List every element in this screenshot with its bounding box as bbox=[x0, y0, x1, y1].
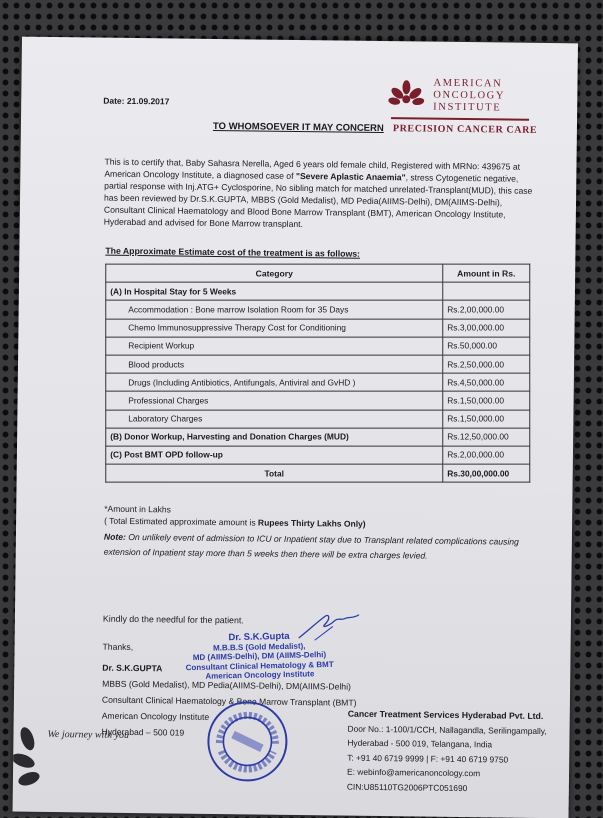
header-category: Category bbox=[106, 264, 443, 282]
row-b-amount: Rs.12,50,000.00 bbox=[443, 428, 530, 446]
table-total-row bbox=[106, 464, 530, 482]
certificate-paragraph bbox=[104, 156, 537, 233]
signatory-degrees: MBBS (Gold Medalist), MD Pedia(AIIMS-Delhi), DM(AIIMS-Delhi) bbox=[102, 678, 351, 692]
logo-line-3: INSTITUTE bbox=[433, 101, 502, 114]
table-row bbox=[106, 428, 530, 446]
signatory-name: Dr. S.K.GUPTA bbox=[102, 662, 163, 674]
table-row bbox=[106, 373, 530, 391]
row-category: Accommodation : Bone marrow Isolation Room for 35 Days bbox=[106, 301, 443, 319]
stamp-doctor-name: Dr. S.K.Gupta bbox=[228, 630, 290, 644]
table-cell-empty bbox=[443, 282, 530, 300]
row-amount: Rs.50,000.00 bbox=[443, 337, 530, 355]
section-a-label: (A) In Hospital Stay for 5 Weeks bbox=[106, 282, 443, 300]
company-door: Door No.: 1-100/1/CCH, Nallagandla, Serilingampally, bbox=[347, 723, 547, 736]
row-category: Drugs (Including Antibiotics, Antifungals, Antiviral and GvHD ) bbox=[106, 373, 443, 391]
note-paragraph bbox=[104, 530, 534, 565]
paragraph-part-2: , stress Cytogenetic negative, partial response with Inj.ATG+ Cyclosporine, No sibling match for matched unrelated-Transplant(MUD), this case has been reviewed by Dr.S.K.GUPTA, MBBS (Gold Medalist), MD Pedia(AIIMS-Delhi), DM(AIIMS-Delhi), Consultant Clinical Haematology and Blood Bone Marrow Transplant (BMT), American Oncology Institute, Hyderabad and advised for Bone Marrow transplant. bbox=[103, 172, 533, 230]
paragraph-part-1: This is to certify that, Baby Sahasra Nerella, Aged 6 years old female child, Registered with MRNo: 439675 at American Oncology Institute, a diagnosed case of bbox=[104, 156, 521, 181]
header-amount: Amount in Rs. bbox=[443, 264, 530, 282]
table-header-row bbox=[106, 264, 530, 282]
table-row bbox=[106, 391, 530, 409]
signatory-institute: American Oncology Institute bbox=[101, 710, 210, 722]
row-c-category: (C) Post BMT OPD follow-up bbox=[106, 446, 443, 464]
company-cin: CIN:U85110TG2006PTC051690 bbox=[346, 781, 468, 793]
row-c-amount: Rs.2,00,000.00 bbox=[443, 446, 530, 464]
estimate-prefix: ( Total Estimated approximate amount is bbox=[104, 515, 259, 528]
logo-wordmark bbox=[433, 78, 533, 115]
logo-divider bbox=[391, 117, 529, 121]
letter-heading: TO WHOMSOEVER IT MAY CONCERN bbox=[212, 120, 384, 135]
closing-request: Kindly do the needful for the patient. bbox=[102, 613, 244, 626]
corner-flower-logo-icon bbox=[13, 725, 48, 789]
row-category: Chemo Immunosuppressive Therapy Cost for Conditioning bbox=[106, 319, 443, 337]
total-amount: Rs.30,00,000.00 bbox=[443, 464, 530, 482]
letter-date: Date: 21.09.2017 bbox=[103, 95, 170, 107]
company-phone: T: +91 40 6719 9999 | F: +91 40 6719 9750 bbox=[347, 752, 509, 765]
company-name: Cancer Treatment Services Hyderabad Pvt. Ltd. bbox=[347, 708, 544, 722]
stamp-line-2: MD (AIIMS-Delhi), DM (AIIMS-Delhi) bbox=[192, 650, 327, 663]
row-category: Blood products bbox=[106, 355, 443, 373]
signatory-role: Consultant Clinical Haematology & Bone Marrow Transplant (BMT) bbox=[101, 694, 357, 708]
logo-line-2: ONCOLOGY bbox=[433, 89, 506, 102]
estimate-heading: The Approximate Estimate cost of the treatment is as follows: bbox=[105, 245, 361, 259]
table-row bbox=[106, 319, 530, 337]
cost-table bbox=[105, 264, 530, 483]
row-category: Professional Charges bbox=[106, 391, 443, 409]
closing-thanks: Thanks, bbox=[102, 641, 134, 653]
note-text: On unlikely event of admission to ICU or Inpatient stay due to Transplant related complications causing extension of Inpatient stay more than 5 weeks then there will be extra charges levied. bbox=[103, 531, 519, 561]
institute-round-stamp-icon bbox=[205, 699, 290, 784]
note-label: Note: bbox=[103, 531, 126, 542]
amount-in-lakhs: *Amount in Lakhs bbox=[104, 503, 171, 515]
amount-notes bbox=[104, 504, 366, 530]
table-row bbox=[106, 301, 530, 319]
stamp-line-1: M.B.B.S (Gold Medalist), bbox=[212, 641, 306, 653]
row-amount: Rs.2,50,000.00 bbox=[443, 355, 530, 373]
footer-tagline: We journey with you bbox=[47, 728, 130, 741]
stamp-line-3: Consultant Clinical Hematology & BMT bbox=[185, 659, 334, 672]
company-address bbox=[347, 707, 547, 796]
estimate-summary bbox=[104, 515, 366, 530]
row-amount: Rs.1,50,000.00 bbox=[443, 391, 530, 409]
row-amount: Rs.1,50,000.00 bbox=[443, 410, 530, 428]
row-amount: Rs.3,00,000.00 bbox=[443, 319, 530, 337]
row-category: Recipient Workup bbox=[106, 337, 443, 355]
table-row bbox=[106, 282, 530, 300]
table-row bbox=[106, 446, 530, 464]
row-amount: Rs.4,50,000.00 bbox=[443, 373, 530, 391]
signatory-city: Hyderabad – 500 019 bbox=[101, 726, 185, 738]
row-b-category: (B) Donor Workup, Harvesting and Donation Charges (MUD) bbox=[106, 428, 443, 446]
row-category: Laboratory Charges bbox=[106, 410, 443, 428]
row-amount: Rs.2,00,000.00 bbox=[443, 301, 530, 319]
company-email: E: webinfo@americanoncology.com bbox=[347, 766, 481, 779]
table-row bbox=[106, 337, 530, 355]
total-label: Total bbox=[106, 464, 443, 482]
aoi-flower-logo-icon bbox=[386, 79, 426, 109]
logo-tagline: PRECISION CANCER CARE bbox=[392, 123, 538, 136]
company-city: Hyderabad - 500 019, Telangana, India bbox=[347, 737, 493, 750]
diagnosis-text: "Severe Aplastic Anaemia" bbox=[295, 170, 406, 183]
handwritten-signature-icon bbox=[295, 608, 365, 645]
table-row bbox=[106, 410, 530, 428]
logo-line-1: AMERICAN bbox=[433, 77, 503, 90]
table-row bbox=[106, 355, 530, 373]
stamp-line-4: American Oncology Institute bbox=[205, 669, 315, 681]
certificate-page bbox=[13, 37, 578, 818]
estimate-value: Rupees Thirty Lakhs Only) bbox=[257, 517, 366, 529]
